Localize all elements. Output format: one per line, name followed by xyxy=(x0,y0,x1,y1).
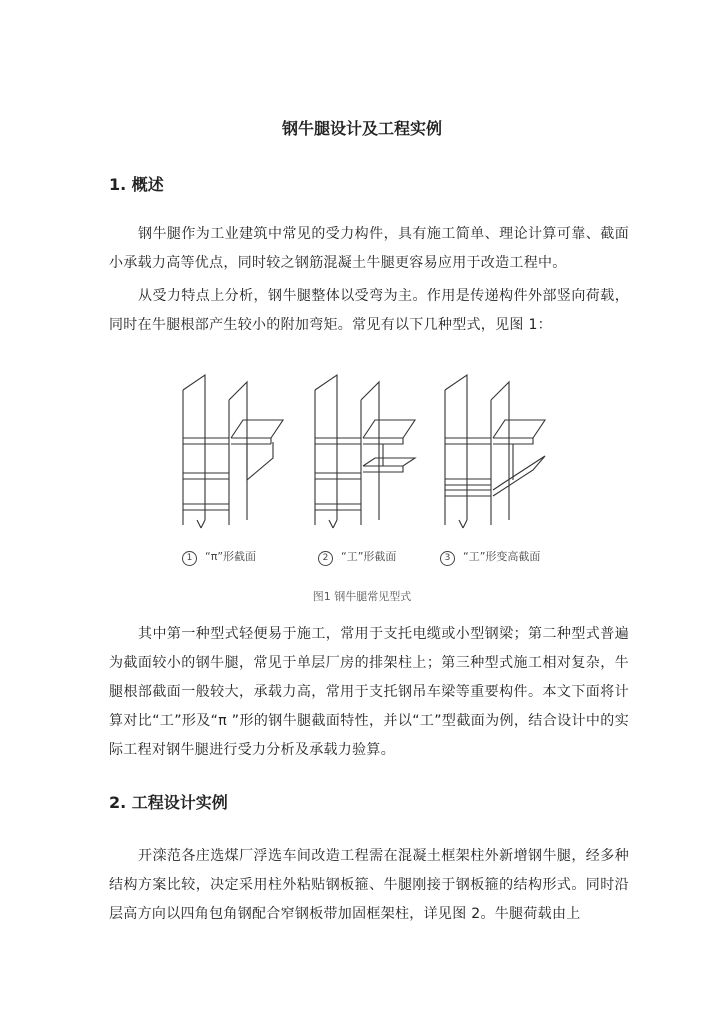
circled-number-1: 1 xyxy=(182,551,197,566)
circled-number-3: 3 xyxy=(440,551,455,566)
bracket-i-section-drawing xyxy=(315,375,415,528)
paragraph-force-analysis: 从受力特点上分析，钢牛腿整体以受弯为主。作用是传递构件外部竖向荷载，同时在牛腿根部产生较小的附加弯矩。常见有以下几种型式，见图 1： xyxy=(109,288,629,333)
bracket-pi-section-drawing xyxy=(183,375,283,528)
figure-item-1 xyxy=(182,548,256,566)
bracket-i-tapered-section-drawing xyxy=(445,375,545,528)
figure-item-3 xyxy=(440,548,540,566)
figure-item-1-label: “π”形截面 xyxy=(205,550,257,563)
paragraph-intro: 钢牛腿作为工业建筑中常见的受力构件，具有施工简单、理论计算可靠、截面小承载力高等优点，同时较之钢筋混凝土牛腿更容易应用于改造工程中。 xyxy=(109,226,629,271)
figure-steel-bracket-types xyxy=(165,370,585,610)
section-heading-project-example: 2. 工程设计实例 xyxy=(109,793,228,812)
paragraph-bracket-comparison: 其中第一种型式轻便易于施工，常用于支托电缆或小型钢梁；第二种型式普遍为截面较小的钢牛腿，常见于单层厂房的排架柱上；第三种型式施工相对复杂，牛腿根部截面一般较大，承载力高，常用于支托钢吊车梁等重要构件。本文下面将计算对比“工”形及“π ”形的钢牛腿截面特性，并以“工”型截面为例，结合设计中的实际工程对钢牛腿进行受力分析及承载力验算。 xyxy=(109,626,629,758)
page-title: 钢牛腿设计及工程实例 xyxy=(281,119,442,138)
figure-item-2-label: “工”形截面 xyxy=(341,550,397,563)
section-heading-overview: 1. 概述 xyxy=(109,175,164,194)
circled-number-2: 2 xyxy=(318,551,333,566)
figure-caption: 图1 钢牛腿常见型式 xyxy=(312,590,412,603)
figure-item-2 xyxy=(318,548,396,566)
paragraph-project-description: 开滦范各庄选煤厂浮选车间改造工程需在混凝土框架柱外新增钢牛腿，经多种结构方案比较，决定采用柱外粘贴钢板箍、牛腿刚接于钢板箍的结构形式。同时沿层高方向以四角包角钢配合窄钢板带加固框架柱，详见图 2。牛腿荷载由上 xyxy=(109,848,629,922)
figure-item-3-label: “工”形变高截面 xyxy=(463,550,541,563)
